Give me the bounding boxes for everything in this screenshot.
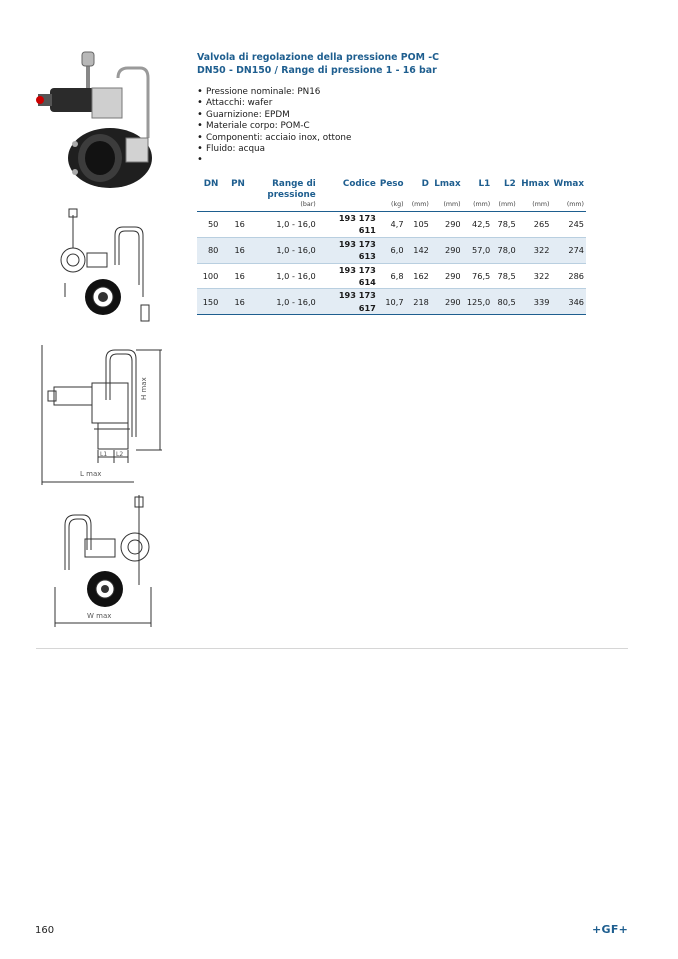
col-dn: DN (203, 179, 219, 189)
valve-top-drawing (55, 495, 155, 630)
table-cell: 16 (234, 219, 245, 230)
table-cell: 6,8 (390, 270, 404, 281)
unit-cell: (mm) (532, 201, 550, 208)
table-cell: 76,5 (472, 270, 491, 281)
table-cell: 1,0 - 16,0 (247, 289, 318, 315)
table-cell: 1,0 - 16,0 (276, 270, 316, 281)
table-cell: 346 (551, 289, 586, 315)
table-cell: 150 (197, 289, 220, 315)
table-cell: 100 (202, 270, 219, 281)
product-title (197, 52, 597, 77)
table-cell: 78,5 (497, 270, 516, 281)
table-cell: 1,0 - 16,0 (276, 219, 316, 230)
product-title-line2: DN50 - DN150 / Range di pressione 1 - 16 bar (197, 64, 437, 76)
col-d: D (421, 179, 429, 189)
feature-item: • Attacchi: wafer (197, 98, 557, 109)
unit-cell (197, 201, 220, 212)
table-cell: 162 (413, 270, 429, 281)
col-hmax: Hmax (521, 179, 550, 189)
table-cell: 274 (551, 237, 586, 263)
table-cell: 16 (220, 237, 247, 263)
valve-side-dimension-drawing (40, 345, 175, 490)
feature-item: • Fluido: acqua (197, 144, 557, 155)
col-lmax: Lmax (434, 179, 461, 189)
table-cell: 16 (220, 289, 247, 315)
table-cell: 322 (533, 270, 550, 281)
unit-cell: (mm) (443, 201, 461, 208)
feature-item: • Materiale corpo: POM-C (197, 121, 557, 132)
unit-cell: (kg) (391, 201, 404, 208)
table-cell: 57,0 (463, 237, 493, 263)
label-h-max: H max (140, 377, 148, 400)
col-l2: L2 (503, 179, 516, 189)
table-cell: 78,5 (497, 219, 516, 230)
table-cell: 193 173 617 (318, 289, 378, 315)
table-row (197, 263, 586, 289)
col-pn: PN (231, 179, 245, 189)
col-range: Range di pressione (267, 179, 316, 200)
feature-item: • Pressione nominale: PN16 (197, 87, 557, 98)
unit-cell (318, 201, 378, 212)
table-cell: 16 (234, 270, 245, 281)
feature-item (197, 155, 557, 166)
valve-front-drawing (55, 205, 155, 330)
unit-cell: (mm) (498, 201, 516, 208)
col-wmax: Wmax (553, 179, 584, 189)
table-cell: 125,0 (463, 289, 493, 315)
table-cell: 290 (445, 219, 461, 230)
table-cell: 290 (431, 237, 463, 263)
unit-cell (220, 201, 247, 212)
table-cell: 290 (431, 289, 463, 315)
table-cell: 286 (568, 270, 584, 281)
table-row (197, 289, 586, 315)
valve-product-image (30, 48, 165, 193)
table-cell: 265 (533, 219, 550, 230)
table-cell: 193 173 611 (338, 213, 376, 236)
table-cell: 322 (518, 237, 552, 263)
feature-item: • Componenti: acciaio inox, ottone (197, 133, 557, 144)
table-cell: 80 (197, 237, 220, 263)
page-number: 160 (35, 925, 55, 936)
spec-table-header (197, 179, 586, 201)
unit-cell: (mm) (566, 201, 584, 208)
table-row (197, 237, 586, 263)
table-cell: 193 173 613 (318, 237, 378, 263)
product-title-line1: Valvola di regolazione della pressione POM -C (197, 52, 440, 63)
table-cell: 290 (445, 270, 461, 281)
feature-list (197, 87, 557, 167)
spec-table (197, 179, 586, 315)
table-cell: 105 (413, 219, 429, 230)
table-cell: 50 (207, 219, 219, 230)
table-cell: 6,0 (378, 237, 406, 263)
col-peso: Peso (379, 179, 404, 189)
gf-logo: +GF+ (592, 923, 629, 936)
unit-cell: (mm) (411, 201, 429, 208)
table-cell: 42,5 (472, 219, 491, 230)
table-row (197, 212, 586, 238)
spec-table-units (197, 201, 586, 212)
table-cell: 78,0 (492, 237, 517, 263)
table-cell: 10,7 (378, 289, 406, 315)
col-l1: L1 (478, 179, 491, 189)
table-cell: 218 (406, 289, 431, 315)
unit-cell: (bar) (300, 201, 316, 208)
table-cell: 1,0 - 16,0 (247, 237, 318, 263)
table-cell: 4,7 (390, 219, 404, 230)
unit-cell: (mm) (473, 201, 491, 208)
table-cell: 80,5 (492, 289, 517, 315)
table-cell: 142 (406, 237, 431, 263)
table-cell: 245 (568, 219, 584, 230)
table-cell: 339 (518, 289, 552, 315)
col-codice: Codice (342, 179, 376, 189)
label-l2: L2 (116, 451, 124, 458)
label-l-max: L max (80, 470, 102, 478)
feature-item: • Guarnizione: EPDM (197, 110, 557, 121)
label-w-max: W max (87, 612, 112, 620)
table-cell: 193 173 614 (338, 264, 376, 288)
label-l1: L1 (100, 451, 108, 458)
page-divider (36, 648, 628, 649)
